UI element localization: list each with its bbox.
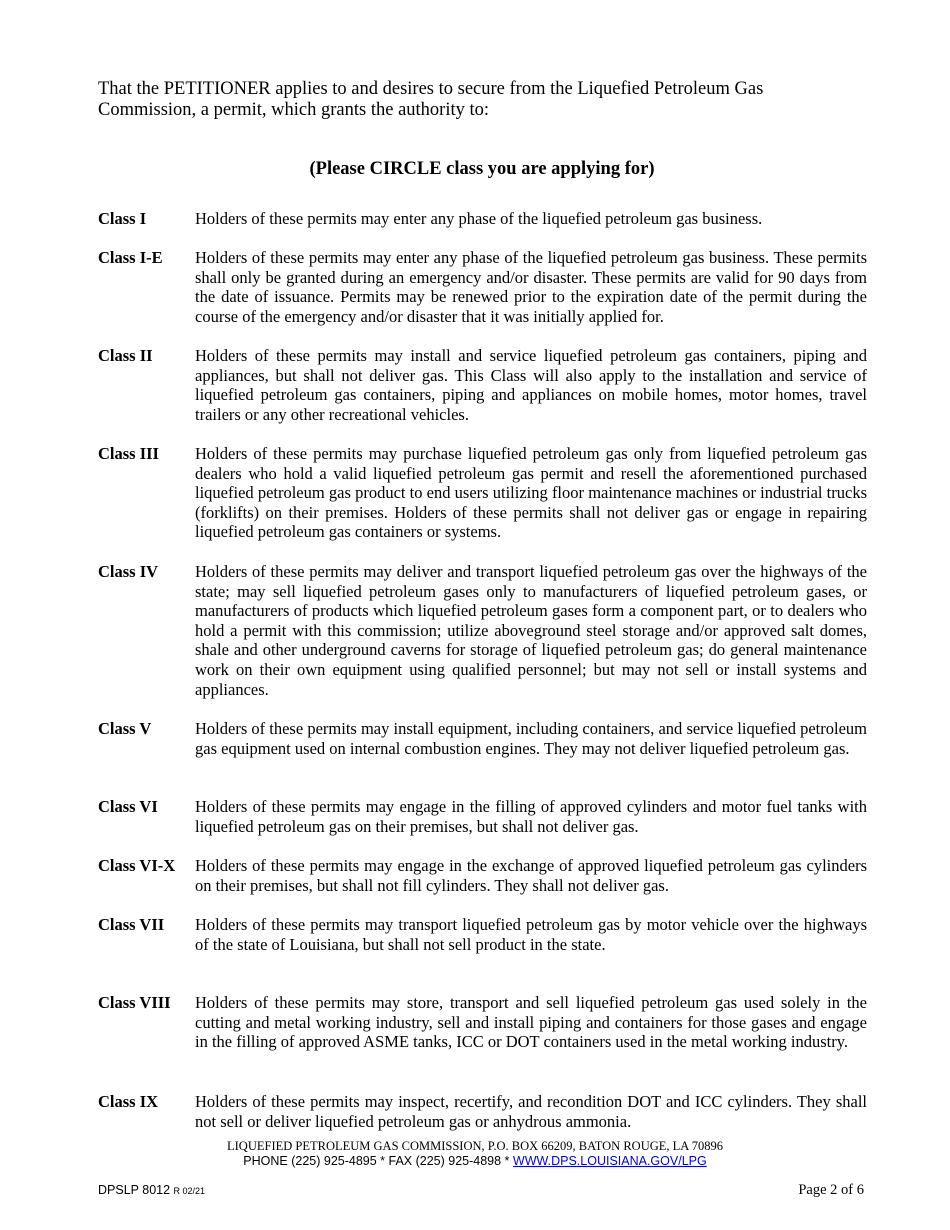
class-description: Holders of these permits may inspect, recertify, and recondition DOT and ICC cylinders. They shall not sell or deliver liquefied petroleum gas or anhydrous ammonia. xyxy=(195,1092,867,1131)
form-revision: R 02/21 xyxy=(173,1186,206,1196)
class-description: Holders of these permits may enter any phase of the liquefied petroleum gas business. xyxy=(195,209,763,228)
class-entry xyxy=(98,797,867,836)
class-description: Holders of these permits may enter any phase of the liquefied petroleum gas business. These permits shall only be granted during an emergency and/or disaster. These permits are valid for 90 days from the date of issuance. Permits may be renewed prior to the expiration date of the permit during the course of the emergency and/or disaster that it was initially applied for. xyxy=(195,248,867,326)
class-description: Holders of these permits may purchase liquefied petroleum gas only from liquefied petroleum gas dealers who hold a valid liquefied petroleum gas permit and resell the aforementioned purchased liquefied petroleum gas product to end users utilizing floor maintenance machines or industrial trucks (forklifts) on their premises. Holders of these permits shall not deliver gas or engage in repairing liquefied petroleum gas containers or systems. xyxy=(195,444,867,542)
class-entry xyxy=(98,209,867,229)
class-label[interactable]: Class IV xyxy=(98,562,159,581)
website-link[interactable]: WWW.DPS.LOUISIANA.GOV/LPG xyxy=(512,1154,707,1168)
class-label[interactable]: Class I xyxy=(98,209,147,228)
class-entry xyxy=(98,248,867,326)
class-entry xyxy=(98,444,867,542)
class-entry xyxy=(98,993,867,1052)
class-entry xyxy=(98,562,867,699)
class-label[interactable]: Class II xyxy=(98,346,153,365)
page-number: Page 2 of 6 xyxy=(798,1182,864,1198)
class-label[interactable]: Class I-E xyxy=(98,248,163,267)
class-entry xyxy=(98,915,867,954)
phone-fax: PHONE (225) 925-4895 * FAX (225) 925-4898 * xyxy=(243,1154,510,1168)
class-label[interactable]: Class IX xyxy=(98,1092,159,1111)
circle-class-instruction: (Please CIRCLE class you are applying for) xyxy=(309,159,655,179)
class-label[interactable]: Class VI-X xyxy=(98,856,176,875)
form-id: DPSLP 8012 xyxy=(98,1183,171,1197)
class-label[interactable]: Class VIII xyxy=(98,993,171,1012)
class-description: Holders of these permits may store, transport and sell liquefied petroleum gas used solely in the cutting and metal working industry, sell and install piping and containers for those gases and engage in the filling of approved ASME tanks, ICC or DOT containers used in the metal working industry. xyxy=(195,993,867,1052)
class-label[interactable]: Class V xyxy=(98,719,152,738)
class-label[interactable]: Class VII xyxy=(98,915,165,934)
class-description: Holders of these permits may engage in the exchange of approved liquefied petroleum gas cylinders on their premises, but shall not fill cylinders. They shall not deliver gas. xyxy=(195,856,867,895)
class-description: Holders of these permits may engage in the filling of approved cylinders and motor fuel tanks with liquefied petroleum gas on their premises, but shall not deliver gas. xyxy=(195,797,867,836)
intro-paragraph: That the PETITIONER applies to and desires to secure from the Liquefied Petroleum Gas Commission, a permit, which grants the authority to: xyxy=(98,79,764,120)
class-entry xyxy=(98,1092,867,1131)
footer-contact xyxy=(0,1154,950,1168)
class-entry xyxy=(98,856,867,895)
footer-address: LIQUEFIED PETROLEUM GAS COMMISSION, P.O. BOX 66209, BATON ROUGE, LA 70896 xyxy=(227,1139,723,1153)
form-number xyxy=(98,1183,205,1198)
class-description: Holders of these permits may install equipment, including containers, and service liquefied petroleum gas equipment used on internal combustion engines. They may not deliver liquefied petroleum gas. xyxy=(195,719,867,758)
class-description: Holders of these permits may install and service liquefied petroleum gas containers, piping and appliances, but shall not deliver gas. This Class will also apply to the installation and service of liquefied petroleum gas containers, piping and appliances on mobile homes, motor homes, travel trailers or any other recreational vehicles. xyxy=(195,346,867,424)
class-entry xyxy=(98,346,867,424)
class-entry xyxy=(98,719,867,758)
class-description: Holders of these permits may deliver and transport liquefied petroleum gas over the highways of the state; may sell liquefied petroleum gases only to manufacturers of liquefied petroleum gases, or manufacturers of products which liquefied petroleum gases form a component part, or to dealers who hold a permit with this commission; utilize aboveground steel storage and/or approved salt domes, shale and other underground caverns for storage of liquefied petroleum gas; do general maintenance work on their own equipment using qualified personnel; but may not sell or install systems and appliances. xyxy=(195,562,867,699)
class-label[interactable]: Class VI xyxy=(98,797,158,816)
class-label[interactable]: Class III xyxy=(98,444,159,463)
class-description: Holders of these permits may transport liquefied petroleum gas by motor vehicle over the highways of the state of Louisiana, but shall not sell product in the state. xyxy=(195,915,867,954)
